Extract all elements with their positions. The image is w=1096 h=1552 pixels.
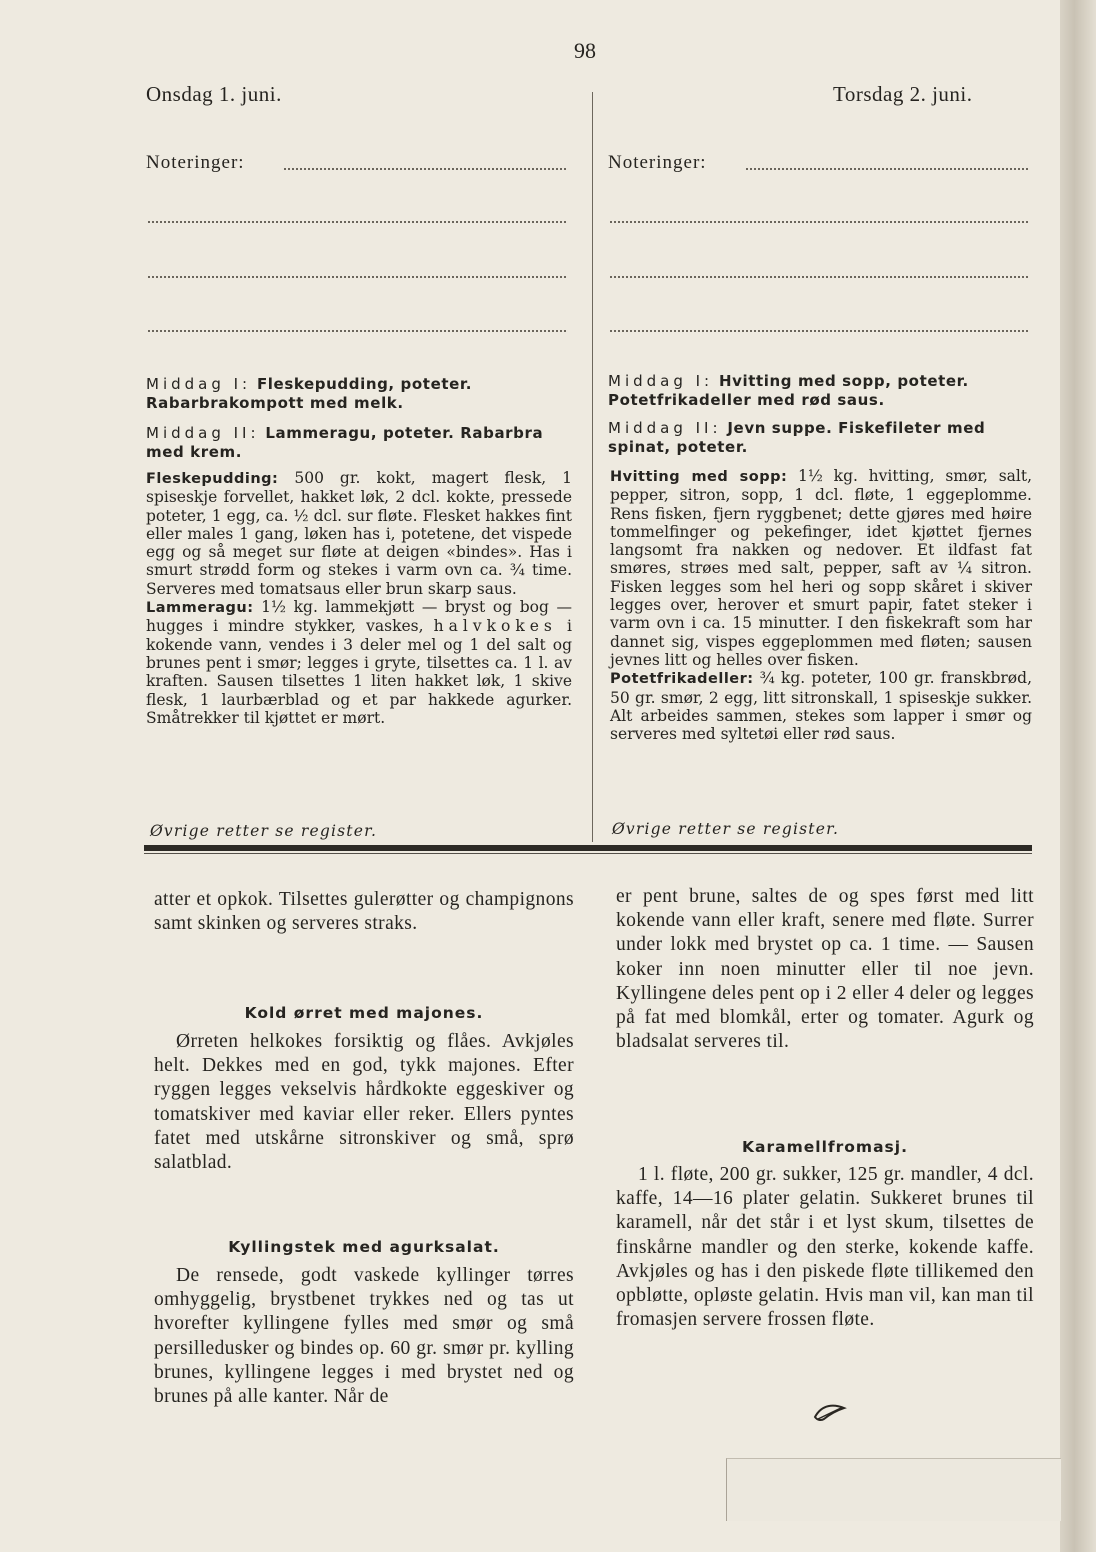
right-notes-dotline [746,168,1028,170]
left-notes-dotline [148,330,566,332]
right-dinner-1 [608,372,1032,410]
recipe-text: i kokende vann, vendes i 3 deler mel og 1 del salt og brunes pent i smør; legges i gryte, tilsettes ca. 1 l. av kraften. Sausen tilsettes 1 liten hakket løk, 1 skive flesk, 1 laurbærblad og et par hakkede agurker. Småtrekker til kjøttet er mørt. [146,617,572,727]
paper-patch [726,1458,1061,1521]
paragraph-kyllingstek: De rensede, godt vaskede kyllinger tørres omhyggelig, brystbenet trykkes ned og tas ut hvorefter kyllingene fylles med smør og små persilledusker og bindes op. 60 gr. smør pr. kylling brunes, kyllingene legges i med brystet ned og brunes på alle kanter. Når de [154,1265,574,1408]
end-ornament-icon [812,1402,848,1422]
left-dinner-1 [146,375,572,413]
right-dinner-2 [608,419,1032,457]
recipe-text: 500 gr. kokt, magert flesk, 1 spiseskje forvellet, hakket løk, 2 dcl. kokte, pressede poteter, 1 egg, ca. ½ dcl. sur fløte. Flesket hakkes fint eller males 1 gang, løken has i, potetene, det vispede egg og så meget sur fløte at deigen «bindes». Has i smurt strødd form og stekes i varm ovn ca. ¾ time. Serveres med tomatsaus eller brun skarp saus. [146,469,572,598]
dinner-label: Middag I: [146,375,252,393]
section-rule [144,845,1032,851]
heading-karamellfromasj: Karamellfromasj. [742,1138,908,1156]
dinner-label: Middag II: [146,424,260,442]
left-other-dishes-note: Øvrige retter se register. [150,822,378,840]
left-notes-dotline [148,221,566,223]
heading-kyllingstek: Kyllingstek med agurksalat. [228,1238,500,1256]
recipe-title: Fleskepudding: [146,471,279,487]
left-notes-dotline [148,276,566,278]
left-day-heading: Onsdag 1. juni. [146,82,282,106]
right-notes-label: Noteringer: [608,152,707,173]
heading-kold-orret: Kold ørret med majones. [244,1004,484,1022]
right-notes-dotline [610,276,1028,278]
left-notes-label: Noteringer: [146,152,245,173]
right-notes-dotline [610,330,1028,332]
right-recipes [610,467,1032,743]
recipe-hvitting [610,467,1032,669]
left-recipes [146,469,572,727]
right-other-dishes-note: Øvrige retter se register. [612,820,840,838]
recipe-title: Potetfrikadeller: [610,671,754,688]
recipe-fleskepudding [146,469,572,598]
left-dinner-2 [146,424,572,462]
paragraph-karamellfromasj: 1 l. fløte, 200 gr. sukker, 125 gr. mandler, 4 dcl. kaffe, 14—16 plater gelatin. Sukkeret brunes til karamell, når det står i et lyst skum, tilsettes de finskårne mandler og den sterke, kokende kaffe. Avkjøles og has i den piskede fløte tillikemed den opbløtte, opløste gelatin. Hvis man vil, kan man til fromasjen servere frossen fløte. [616,1164,1034,1331]
dinner-label: Middag I: [608,372,714,390]
section-rule-thin [144,853,1032,854]
paragraph-kyllingstek-cont: er pent brune, saltes de og spes først med litt kokende vann eller kraft, senere med fløte. Surrer under lokk med brystet op ca. 1 time. — Sausen koker inn noen minutter eller til noe jevn. Kyllingene deles pent op i 2 eller 4 deler og legges på fat med blomkål, erter og tomater. Agurk og bladsalat serveres til. [616,886,1034,1053]
recipe-text: 1½ kg. lammekjøtt — bryst og bog — hugges i mindre stykker, vaskes, [146,598,572,636]
dinner-label: Middag II: [608,419,722,437]
recipe-text: 1½ kg. hvitting, smør, salt, pepper, sitron, sopp, 1 dcl. fløte, 1 eggeplomme. Rens fisken, fjern ryggbenet; dette gjøres med høire tommelfinger og pekefinger, idet kjøttet fjernes langsomt fra nakken og nedover. Et ildfast fat smøres, strøes med salt, pepper, saft av ¼ sitron. Fisken legges som hel heri og sopp skåret i skiver legges over, herover et smurt papir, fatet steker i varm ovn i ca. 15 minutter. I den fiskekraft som har dannet sig, vispes eggeplommen med fløten; sausen jevnes litt og helles over fisken. [610,467,1032,669]
column-divider [592,92,593,842]
left-notes-dotline [284,168,566,170]
dinner-text: Hvitting med sopp, poteter. Potetfrikadeller med rød saus. [608,372,969,409]
dinner-text: Jevn suppe. Fiskefileter med spinat, poteter. [608,419,986,456]
dinner-text: Lammeragu, poteter. Rabarbra med krem. [146,424,544,461]
book-spine-edge [1060,0,1096,1552]
dinner-text: Fleskepudding, poteter. Rabarbrakompott med melk. [146,375,473,412]
right-day-heading: Torsdag 2. juni. [833,82,973,106]
recipe-title: Lammeragu: [146,600,254,617]
recipe-text: ¾ kg. poteter, 100 gr. franskbrød, 50 gr. smør, 2 egg, litt sitronskall, 1 spiseskje sukker. Alt arbeides sammen, stekes som lapper i smør og serveres med syltetøi eller rød saus. [610,669,1032,744]
recipe-title: Hvitting med sopp: [610,469,788,485]
recipe-emphasis: halvkokes [433,617,557,636]
paragraph-kold-orret: Ørreten helkokes forsiktig og flåes. Avkjøles helt. Dekkes med en god, tykk majones. Efter ryggen legges vekselvis hårdkokte eggeskiver og tomatskiver med kaviar eller reker. Ellers pyntes fatet med utskårne sitronskiver og små, sprø salatblad. [154,1031,574,1174]
page-number: 98 [574,38,596,63]
recipe-lammeragu [146,598,572,727]
right-notes-dotline [610,221,1028,223]
recipe-potetfrikadeller [610,669,1032,743]
lower-left-intro: atter et opkok. Tilsettes gulerøtter og champignons samt skinken og serveres straks. [154,889,574,935]
